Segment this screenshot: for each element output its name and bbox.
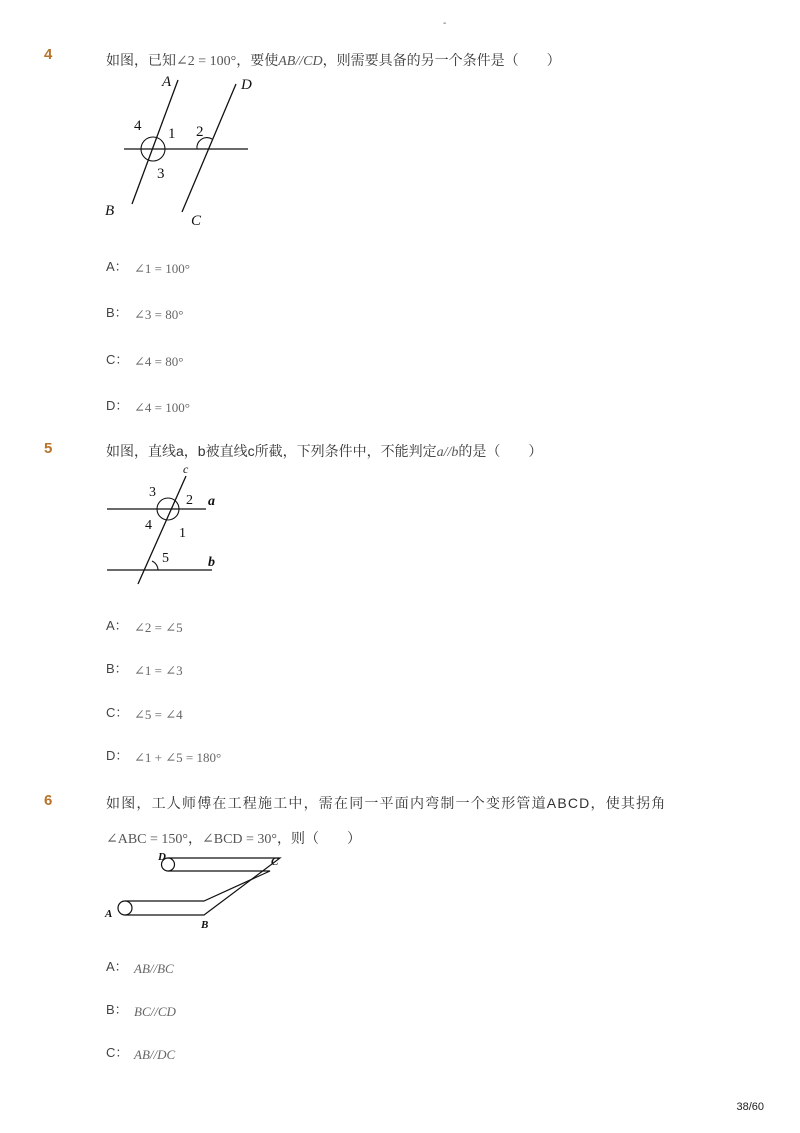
q4-label-3: 3 [157,166,165,182]
q4-option-d[interactable] [106,395,190,414]
q6-math-bcd: ∠BCD = 30° [202,832,278,847]
q5-label-a: a [208,494,215,509]
question-4-text [106,50,561,70]
page-marker: - [443,18,447,29]
q4-label-d: D [241,77,252,93]
q5-label-2: 2 [186,493,193,508]
q4-text-part3: ，则需要具备的另一个条件是（ ） [322,52,561,68]
q6-option-b[interactable] [106,999,176,1018]
q5-option-d[interactable] [106,745,221,764]
q5-label-3: 3 [149,485,156,500]
q4-label-1: 1 [168,126,176,142]
q4-figure [100,72,260,232]
option-label: B： [106,1002,128,1017]
q5-figure [100,462,230,592]
option-value: ∠1 = 100° [134,261,190,276]
option-label: C： [106,705,129,720]
option-label: A： [106,959,128,974]
q6-text-part2: ，则（ ） [277,830,362,846]
q6-label-d: D [158,851,166,863]
option-value: AB//DC [134,1047,176,1062]
q4-label-c: C [191,213,202,229]
q4-math-parallel: AB//CD [278,54,323,69]
q4-label-a: A [162,74,172,90]
q5-label-c: c [183,462,189,476]
q5-label-1: 1 [179,526,186,541]
option-label: A： [106,259,128,274]
option-label: B： [106,661,128,676]
q6-sep: ， [188,830,203,846]
option-label: B： [106,305,128,320]
q6-label-b: B [201,919,209,931]
page-number: 38/60 [736,1101,764,1113]
q6-option-c[interactable] [106,1042,175,1061]
q5-text-part2: 的是（ ） [458,443,543,459]
q6-label-a: A [105,908,113,920]
q5-option-b[interactable] [106,658,183,677]
q6-option-a[interactable] [106,956,174,975]
q5-label-4: 4 [145,518,152,533]
option-label: D： [106,398,129,413]
option-value: ∠5 = ∠4 [134,707,183,722]
q4-label-2: 2 [196,124,204,140]
q4-option-b[interactable] [106,302,183,321]
option-label: C： [106,352,129,367]
q4-text-part1: 如图，已知 [106,52,176,68]
question-number-4: 4 [44,46,53,63]
q6-figure [100,850,300,935]
option-value: ∠2 = ∠5 [134,620,183,635]
q5-option-c[interactable] [106,702,183,721]
q5-text-part1: 如图，直线a，b被直线c所截，下列条件中，不能判定 [106,443,437,459]
question-number-6: 6 [44,792,53,809]
q6-label-c: C [271,856,279,868]
option-value: ∠1 + ∠5 = 180° [134,750,222,765]
option-label: A： [106,618,128,633]
q6-pipe-outer [125,871,270,901]
q5-angle5-arc [152,561,158,570]
q4-text-part2: ，要使 [236,52,279,68]
q5-label-5: 5 [162,551,169,566]
q4-option-a[interactable] [106,256,190,275]
q4-math-angle2: ∠2 = 100° [176,54,237,69]
q6-math-abc: ∠ABC = 150° [106,832,189,847]
question-number-5: 5 [44,440,53,457]
q4-line-cd [182,84,236,212]
option-label: C： [106,1045,129,1060]
q4-line-ab [132,80,178,204]
question-5-text [106,441,542,461]
option-value: ∠1 = ∠3 [134,663,183,678]
question-6-line2 [106,828,361,848]
q6-pipe-inner [125,858,280,915]
option-value: ∠3 = 80° [134,307,184,322]
option-value: ∠4 = 100° [134,400,190,415]
option-value: AB//BC [134,961,174,976]
q4-option-c[interactable] [106,349,183,368]
q4-label-4: 4 [134,118,142,134]
q5-label-b: b [208,555,215,570]
q5-math-parallel: a//b [436,445,459,460]
q6-pipe-end-a [118,901,132,915]
option-label: D： [106,748,129,763]
option-value: BC//CD [134,1004,176,1019]
q4-label-b: B [105,203,115,219]
question-6-line1: 如图，工人师傅在工程施工中，需在同一平面内弯制一个变形管道ABCD，使其拐角 [106,795,667,811]
option-value: ∠4 = 80° [134,354,184,369]
q5-option-a[interactable] [106,615,183,634]
